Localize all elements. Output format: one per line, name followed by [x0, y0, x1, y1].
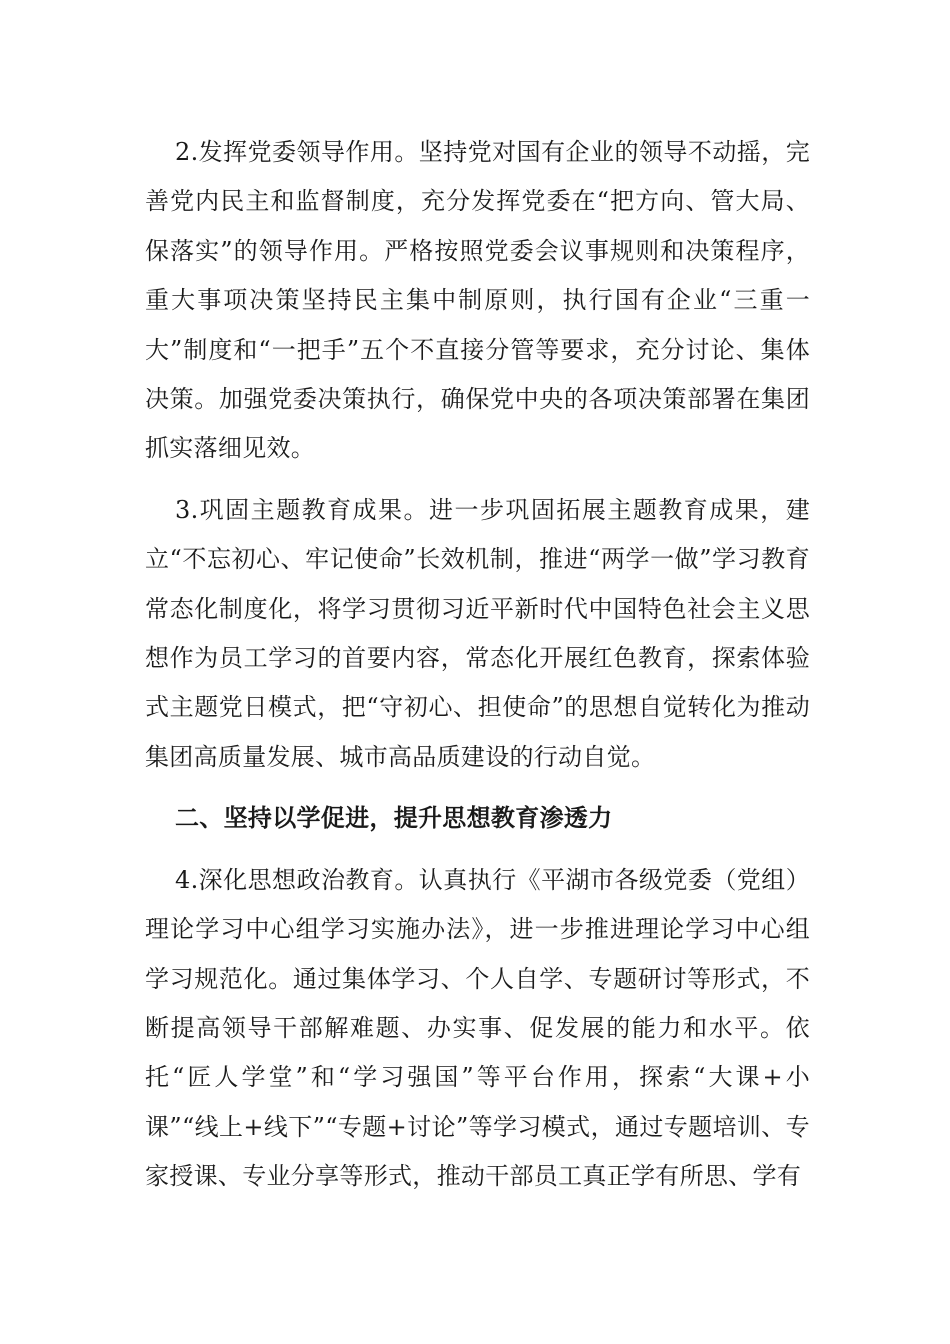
paragraph-4-ideological-education: 4.深化思想政治教育。认真执行《平湖市各级党委（党组）理论学习中心组学习实施办法》，进一步推进理论学习中心组学习规范化。通过集体学习、个人自学、专题研讨等形式，不断提高领导干部解难题、办实事、促发展的能力和水平。依托“匠人学堂”和“学习强国”等平台作用，探索“大课+小课”“线上+线下”“专题+讨论”等学习模式，通过专题培训、专家授课、专业分享等形式，推动干部员工真正学有所思、学有 [145, 865, 810, 1191]
paragraph-3-theme-education: 3.巩固主题教育成果。进一步巩固拓展主题教育成果，建立“不忘初心、牢记使命”长效机制，推进“两学一做”学习教育常态化制度化，将学习贯彻习近平新时代中国特色社会主义思想作为员工学习的首要内容，常态化开展红色教育，探索体验式主题党日模式，把“守初心、担使命”的思想自觉转化为推动集团高质量发展、城市高品质建设的行动自觉。 [145, 495, 810, 771]
paragraph-2-party-leadership: 2.发挥党委领导作用。坚持党对国有企业的领导不动摇，完善党内民主和监督制度，充分发挥党委在“把方向、管大局、保落实”的领导作用。严格按照党委会议事规则和决策程序，重大事项决策坚持民主集中制原则，执行国有企业“三重一大”制度和“一把手”五个不直接分管等要求，充分讨论、集体决策。加强党委决策执行，确保党中央的各项决策部署在集团抓实落细见效。 [145, 138, 810, 463]
document-body [145, 128, 810, 1214]
section-heading-2: 二、坚持以学促进，提升思想教育渗透力 [175, 804, 613, 833]
